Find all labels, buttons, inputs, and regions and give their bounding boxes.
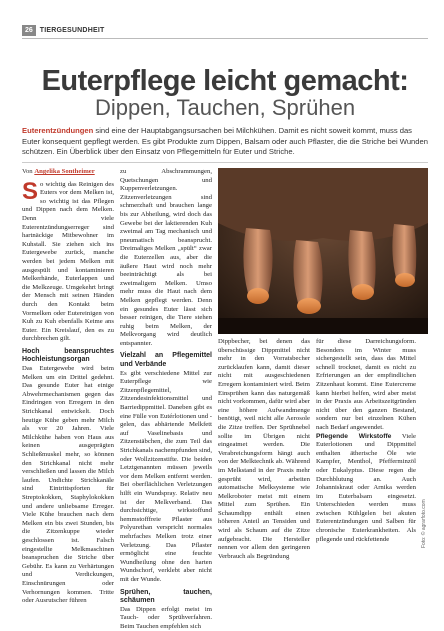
paragraph: Das Eutergewebe wird beim Melken um ein Drittel gedehnt. Das gesunde Euter hat einige Abwehrmechanismen gegen das Eindringen von Erregern in den Strichkanal entwickelt. Doch heutige Kühe geben mehr Milch als vor 20 Jahren. Viele Milchkühe haben von Haus aus keinen ausgeprägten Schließmuskel mehr, so können den Strichkanal nicht mehr verschließen und lassen die Milch laufen. Undichte Strichkanäle sind Eintrittspforten für Streptokokken, Staphylokokken und andere unliebsame Erreger. Viele Kühe brauchen nach dem Melken ein bis zwei Stunden, bis die Zitzenkuppe wieder geschlossen ist. Falsch eingestellte Melkmaschinen beanspruchen die Striche über Gebühr. Es kann zu Verhärtungen und Verdickungen, Einschnürungen oder Verhornungen kommen. Tritte oder Ausrutscher führen	[22, 365, 114, 605]
cow-udder-photo	[218, 168, 428, 334]
paragraph: Es gibt verschiedene Mittel zur Euterpflege wie Zitzenpflegemittel, Zitzendesinfektionsmittel und Barriedippmittel. Daneben gibt es eine Fülle von Eutérlotionen und -gelen, das abhärtende Melkfett auf Vaselinebasis und Zitzenstäbchen, die zum Teil das Strichkanals nachempfunden sind, oder Wollzitzenstifte. Die beiden Letztgenannten müssen jeweils vor dem Melken entfernt werden. Bei oberflächlichen Verletzungen hilft ein Wundspray. Relativ neu ist der Melkverband. Das durchsichtige, wirkstoffund hemmstofffreie Pflaster aus Polyurethan verspricht normales mehrfaches Melken trotz einer Verletzung. Das Pflaster ermöglicht eine feuchte Wundheilung ohne den harten Wundschorf, verklebt aber nicht mit der Wunde.	[120, 369, 212, 583]
photo-credit: Foto: © agrarfoto.com	[421, 499, 427, 548]
drop-cap: S	[22, 177, 39, 205]
lead-divider	[22, 162, 428, 163]
page-number: 26	[22, 25, 36, 36]
udder-illustration	[218, 168, 428, 334]
paragraph: zu Abschrammungen, Quetschungen und Kuppenverletzungen. Zitzenverletzungen sind schmerzhaft und brauchen lange bis zur Abheilung, wird doch das Gewebe bei der laktierenden Kuh zweimal am Tag mechanisch und pneumatisch beansprucht. Dreimaliges Melken „spült“ zwar die Euterzellen aus, aber die äußere Haut wird noch mehr beeinträchtigt als bei zweimaligem Melken. Umso mehr muss die Haut nach dem Melken gepflegt werden. Denn ein gesundes Euter lässt sich besser reinigen, die Tiere stehen ruhig beim Melken, der Melkvorgang wird deutlich entspannter.	[120, 168, 212, 347]
paragraph	[316, 433, 416, 545]
lead-text: sind eine der Hauptabgangsursachen bei Milchkühen. Damit es nicht soweit kommt, muss das Euter konsequent gepflegt werden. Es gibt Produkte zum Dippen, Balsam oder auch Pflaster, die die Striche bei Wunden schützen. Ein Überblick über den Einsatz von Pflegemitteln für Euter und Striche.	[22, 126, 428, 156]
paragraph: Dippbecher, bei denen das überschüssige Dippmittel nicht mehr in den Vorratsbecher zurücklaufen kann, damit dieser nicht mit ausgeschiedenen Erregern kontaminiert wird. Beim Einsprühen kann das naturgemäß nicht vorkommen, dafür wird aber eine höhere Aufwandmenge benötigt, weil nicht alle Aerosole die Zitze treffen. Der Sprühnebel sollte im Übrigen nicht eingeatmet werden. Die Verabreichungsform hängt auch von der Melktechnik ab. Während im Melkstand in der Praxis mehr gesprüht wird, arbeiten automatische Melksysteme wie Melkroboter meist mit einem Mittel zum Sprühen. Ein Schaumdipp enthält einen höheren Anteil an Tensiden und wird als Schaum auf die Zitze aufgebracht. Die Hersteller nennen vor allem den geringeren Verbrauch als Begründung	[218, 338, 310, 560]
text-column-3	[218, 338, 310, 588]
paragraph: für diese Darreichungsform. Besonders im Winter muss sichergestellt sein, dass das Mittel schnell trocknet, damit es nicht zu Erfrierungen an der empfindlichen Zitzenhaut kommt. Eine Eutercreme kann hierbei helfen, wird aber meist in der Praxis aus Arbeitszeitgründen nicht über den ganzen Bestand, sondern nur bei einzelnen Kühen nach Bedarf angewendet.	[316, 338, 416, 431]
paragraph	[22, 177, 114, 344]
article-lead	[22, 126, 428, 158]
header-divider	[22, 38, 428, 39]
article-subtitle: Dippen, Tauchen, Sprühen	[94, 95, 356, 120]
text-column-1	[22, 168, 114, 605]
article-title: Euterpflege leicht gemacht:	[41, 65, 409, 97]
subheading: Sprühen, tauchen, schäumen	[120, 588, 212, 605]
text-column-2	[120, 168, 212, 630]
lead-keyword: Euterentzündungen	[22, 126, 94, 135]
byline-prefix: Von	[22, 168, 35, 175]
inline-subheading: Pflegende Wirkstoffe	[316, 432, 392, 440]
paragraph: Das Dippen erfolgt meist im Tauch- oder Sprühverfahren. Beim Tauchen empfehlen sich	[120, 605, 212, 630]
subheading: Hoch beanspruchtes Hochleistungsorgan	[22, 347, 114, 364]
section-label: TIERGESUNDHEIT	[39, 26, 105, 34]
text-column-4	[316, 338, 416, 588]
page-header	[22, 24, 104, 36]
paragraph-text: o wichtig das Reinigen des Euters vor dem Melken ist, so wichtig ist das Pflegen und Dippen nach dem Melken. Denn viele Euterentzündungserreger sind hartnäckige Mitbewohner im Kuhstall. Sie ziehen sich ins Eutergewebe zurück, manche werden bei jedem Melken mit ausgespült und kontaminieren Melkerhände, Euterlappen und die Melkzeuge. Umgekehrt bringt der Mensch mit seinen Händen durch den Kontakt beim Vormelken oder Eutereinigen von Kuh zu Kuh ebenfalls Keime ans Euter. Ein Kreislauf, den es zu durchbrechen gilt.	[22, 180, 114, 343]
subheading: Vielzahl an Pflegemittel und Verbände	[120, 352, 212, 369]
author-name: Angelika Sontheimer	[34, 168, 95, 175]
paragraph-text: Viele Euterlotionen und Dippmittel enthalten ätherische Öle wie Kampfer, Menthol, Pfefferminzöl oder Eukalyptus. Diese regen die Durchblutung an. Auch Johanniskraut oder Arnika werden im Euterbalsam eingesetzt. Unterschieden werden muss zwischen Kühlgelen bei akuten Euterentzündungen und Salben für chronische Euterkrankheiten. Als pflegende und rückfettende	[316, 432, 416, 543]
byline	[22, 168, 114, 177]
